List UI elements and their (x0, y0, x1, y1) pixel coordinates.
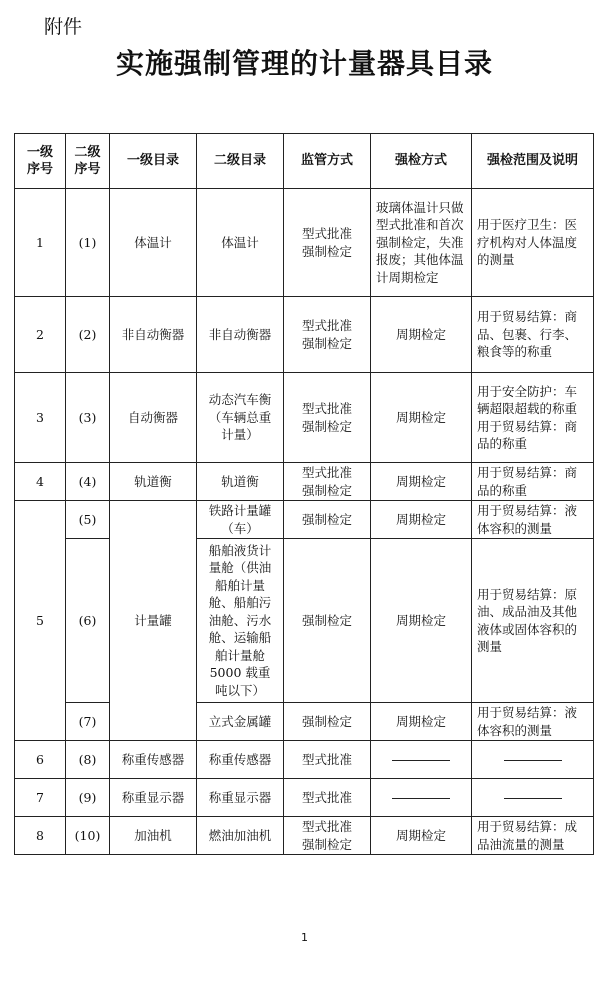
supervision: 型式批准 强制检定 (284, 817, 371, 855)
inspection: 周期检定 (371, 703, 472, 741)
inspection: 周期检定 (371, 817, 472, 855)
level2-no: (9) (66, 779, 110, 817)
inspection-empty (371, 741, 472, 779)
scope: 用于贸易结算：商品的称重 (472, 463, 594, 501)
dash-mark (504, 798, 562, 799)
level1-no: 1 (15, 189, 66, 297)
level1-no: 2 (15, 297, 66, 373)
level1-no: 8 (15, 817, 66, 855)
table-row (15, 189, 594, 297)
inspection-empty (371, 779, 472, 817)
scope: 用于贸易结算：成品油流量的测量 (472, 817, 594, 855)
header-supervision: 监管方式 (284, 134, 371, 189)
level2-no: (10) (66, 817, 110, 855)
supervision: 强制检定 (284, 703, 371, 741)
level1-no: 5 (15, 501, 66, 741)
page-title: 实施强制管理的计量器具目录 (115, 47, 493, 80)
level2-no: (6) (66, 539, 110, 703)
scope: 用于贸易结算：商品、包裹、行李、粮食等的称重 (472, 297, 594, 373)
level1-item: 称重传感器 (110, 741, 197, 779)
table-row (15, 297, 594, 373)
table-row (15, 817, 594, 855)
scope: 用于安全防护：车辆超限超载的称重 用于贸易结算：商品的称重 (472, 373, 594, 463)
table-row (15, 463, 594, 501)
table-row (15, 373, 594, 463)
header-level2-no: 二级 序号 (66, 134, 110, 189)
supervision: 强制检定 (284, 501, 371, 539)
level1-item: 轨道衡 (110, 463, 197, 501)
inspection: 周期检定 (371, 501, 472, 539)
scope: 用于贸易结算：原油、成品油及其他液体或固体容积的测量 (472, 539, 594, 703)
level2-no: (4) (66, 463, 110, 501)
inspection: 周期检定 (371, 539, 472, 703)
page-number: 1 (301, 931, 308, 944)
scope: 用于贸易结算：液体容积的测量 (472, 703, 594, 741)
header-row (15, 134, 594, 189)
level2-no: (8) (66, 741, 110, 779)
level1-item: 计量罐 (110, 501, 197, 741)
scope-empty (472, 779, 594, 817)
level2-item: 轨道衡 (197, 463, 284, 501)
inspection: 玻璃体温计只做型式批准和首次强制检定，失准报废；其他体温计周期检定 (371, 189, 472, 297)
level2-item: 燃油加油机 (197, 817, 284, 855)
measuring-instruments-table (14, 133, 594, 855)
supervision: 强制检定 (284, 539, 371, 703)
supervision: 型式批准 强制检定 (284, 189, 371, 297)
dash-mark (392, 760, 450, 761)
header-inspection: 强检方式 (371, 134, 472, 189)
supervision: 型式批准 (284, 741, 371, 779)
header-level1-no: 一级 序号 (15, 134, 66, 189)
level2-no: (5) (66, 501, 110, 539)
supervision: 型式批准 (284, 779, 371, 817)
scope: 用于贸易结算：液体容积的测量 (472, 501, 594, 539)
level1-item: 自动衡器 (110, 373, 197, 463)
level2-no: (2) (66, 297, 110, 373)
level1-item: 称重显示器 (110, 779, 197, 817)
dash-mark (392, 798, 450, 799)
level1-item: 非自动衡器 (110, 297, 197, 373)
header-level2-item: 二级目录 (197, 134, 284, 189)
table-row (15, 779, 594, 817)
level1-no: 3 (15, 373, 66, 463)
level2-item: 体温计 (197, 189, 284, 297)
level2-item: 船舶液货计 量舱（供油 船舶计量 舱、船舶污 油舱、污水 舱、运输船 舶计量舱 5000 载重 吨以下） (197, 539, 284, 703)
level2-item: 非自动衡器 (197, 297, 284, 373)
supervision: 型式批准 强制检定 (284, 373, 371, 463)
attachment-label: 附件 (44, 16, 83, 38)
inspection: 周期检定 (371, 373, 472, 463)
level1-no: 4 (15, 463, 66, 501)
supervision: 型式批准 强制检定 (284, 297, 371, 373)
table-row (15, 539, 594, 703)
inspection: 周期检定 (371, 297, 472, 373)
dash-mark (504, 760, 562, 761)
level2-item: 动态汽车衡 （车辆总重 计量） (197, 373, 284, 463)
level2-item: 立式金属罐 (197, 703, 284, 741)
level2-item: 称重显示器 (197, 779, 284, 817)
table-row (15, 703, 594, 741)
supervision: 型式批准 强制检定 (284, 463, 371, 501)
table-row (15, 501, 594, 539)
level2-no: (3) (66, 373, 110, 463)
header-level1-item: 一级目录 (110, 134, 197, 189)
table-row (15, 741, 594, 779)
level2-no: (7) (66, 703, 110, 741)
level1-no: 7 (15, 779, 66, 817)
level2-item: 称重传感器 (197, 741, 284, 779)
inspection: 周期检定 (371, 463, 472, 501)
level1-item: 加油机 (110, 817, 197, 855)
scope: 用于医疗卫生：医疗机构对人体温度的测量 (472, 189, 594, 297)
header-scope: 强检范围及说明 (472, 134, 594, 189)
level2-item: 铁路计量罐 （车） (197, 501, 284, 539)
level1-item: 体温计 (110, 189, 197, 297)
scope-empty (472, 741, 594, 779)
level1-no: 6 (15, 741, 66, 779)
level2-no: (1) (66, 189, 110, 297)
